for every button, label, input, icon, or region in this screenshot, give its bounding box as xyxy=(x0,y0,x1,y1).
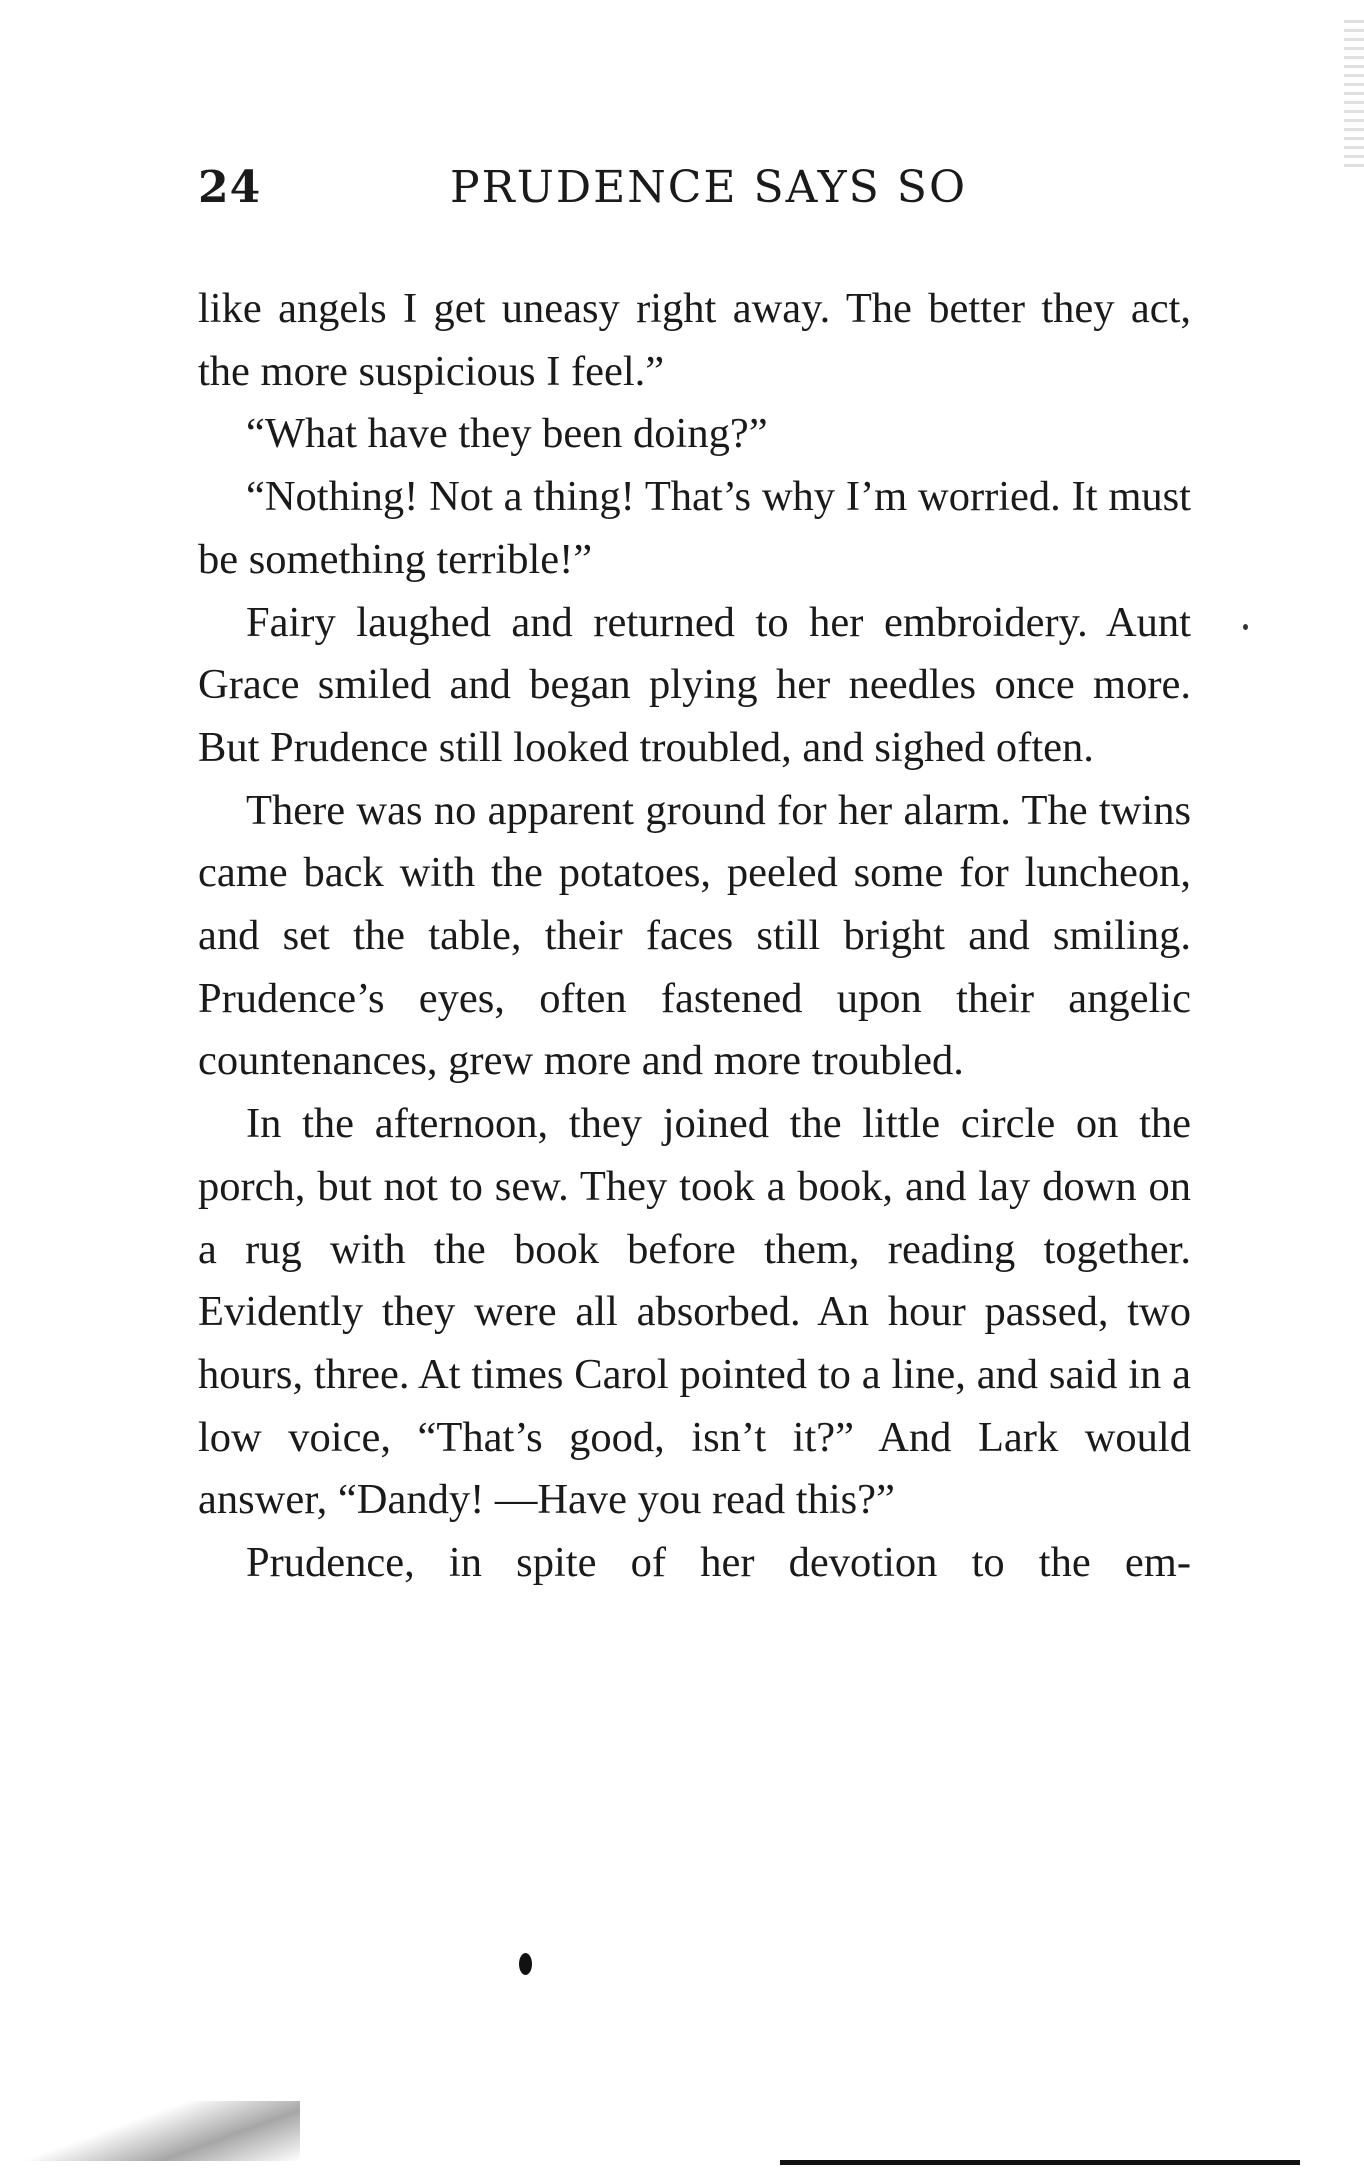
paragraph: Fairy laughed and returned to her embroidery. Aunt Grace smiled and began plying her needles once more. But Prudence still looked troubled, and sighed often. xyxy=(198,598,1191,771)
scan-corner-shadow xyxy=(0,2101,300,2161)
body-text xyxy=(198,278,1191,1595)
stray-ink-mark xyxy=(1243,624,1248,630)
paragraph-continued: like angels I get uneasy right away. The better they act, the more suspicious I feel.” xyxy=(198,285,1191,395)
page-number: 24 xyxy=(198,162,262,213)
running-title: PRUDENCE SAYS SO xyxy=(450,162,968,213)
scan-edge-shadow xyxy=(1344,20,1364,170)
ink-blot xyxy=(519,1953,532,1975)
running-head xyxy=(198,162,1198,232)
paragraph: In the afternoon, they joined the little circle on the porch, but not to sew. They took a book, and lay down on a rug with the book before them, reading together. Evidently they were all absorbed. An hour passed, two hours, three. At times Carol pointed to a line, and said in a low voice, “That’s good, isn’t it?” And Lark would answer, “Dandy! —Have you read this?” xyxy=(198,1100,1191,1524)
paragraph: “Nothing! Not a thing! That’s why I’m worried. It must be something terrible!” xyxy=(198,473,1191,583)
scan-bottom-edge xyxy=(780,2160,1300,2165)
paragraph: There was no apparent ground for her alarm. The twins came back with the potatoes, peeled some for luncheon, and set the table, their faces still bright and smiling. Prudence’s eyes, often fastened upon their angelic countenances, grew more and more troubled. xyxy=(198,786,1191,1085)
paragraph: “What have they been doing?” xyxy=(246,410,768,458)
paragraph-run-over: Prudence, in spite of her devotion to the em- xyxy=(246,1539,1191,1587)
